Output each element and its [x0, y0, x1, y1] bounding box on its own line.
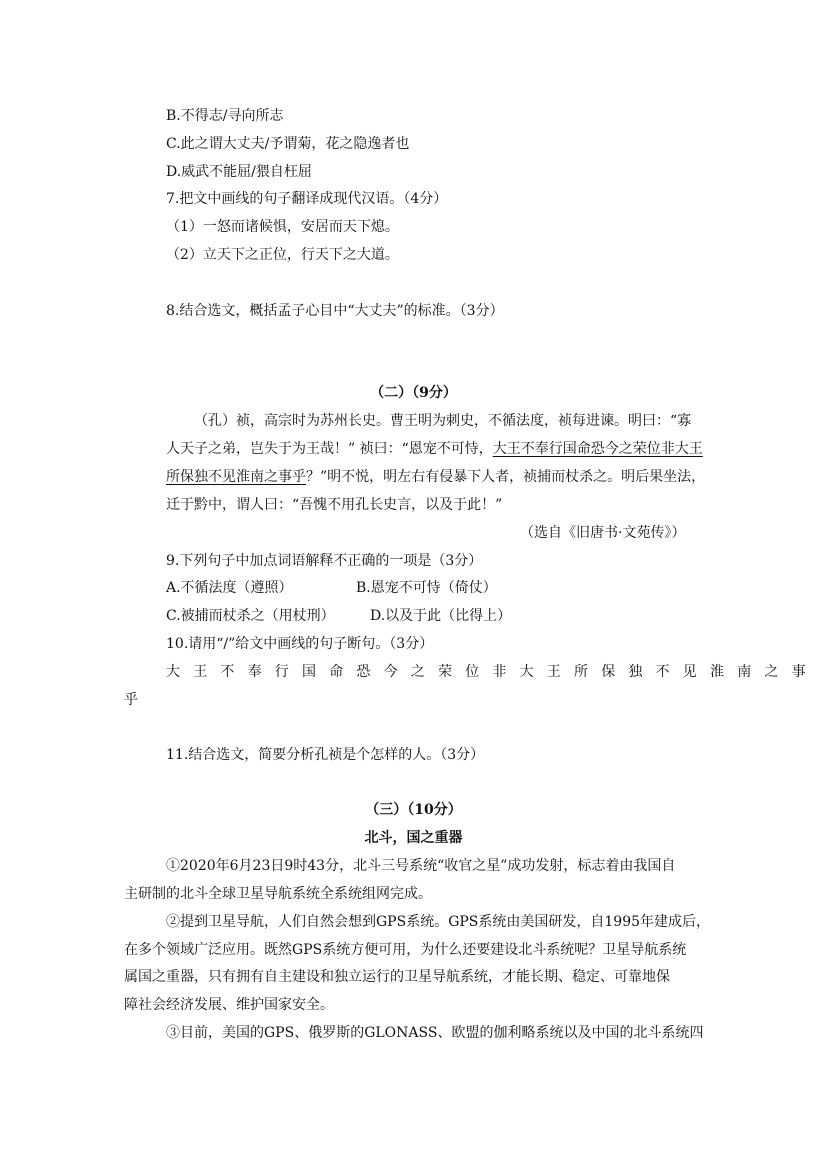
question-11: 11.结合选文，简要分析孔祯是个怎样的人。（3分）	[166, 747, 485, 763]
article-paragraph-3-line-1: ③目前，美国的GPS、俄罗斯的GLONASS、欧盟的伽利略系统以及中国的北斗系统四	[166, 1025, 704, 1041]
article-paragraph-2-line-4: 障社会经济发展、维护国家安全。	[124, 997, 334, 1013]
question-9: 9.下列句子中加点词语解释不正确的一项是（3分）	[166, 553, 483, 569]
section-3-heading: （三）（10分）	[365, 802, 462, 818]
option-d: D.威武不能屈/猥自枉屈	[166, 164, 312, 180]
question-9-option-d: D.以及于此（比得上）	[370, 608, 512, 624]
passage-line-3	[166, 468, 705, 486]
question-10-sentence-line-2: 乎	[124, 692, 138, 708]
underlined-sentence-part-2: 所保独不见淮南之事乎	[166, 469, 306, 485]
passage-line-2	[166, 440, 703, 458]
option-b: B.不得志/寻向所志	[166, 108, 284, 124]
passage-source: （选自《旧唐书·文苑传》）	[520, 525, 686, 541]
question-9-option-c: C.被捕而杖杀之（用杖刑）	[166, 608, 335, 624]
question-7: 7.把文中画线的句子翻译成现代汉语。（4分）	[166, 191, 448, 207]
question-10-sentence-line-1: 大王不奉行国命恐今之荣位非大王所保独不见淮南之事	[166, 664, 819, 680]
article-paragraph-2-line-3: 属国之重器，只有拥有自主建设和独立运行的卫星导航系统，才能长期、稳定、可靠地保	[124, 969, 670, 985]
article-paragraph-1-line-2: 主研制的北斗全球卫星导航系统全系统组网完成。	[124, 886, 432, 902]
question-7-item-2: （2）立天下之正位，行天下之大道。	[166, 247, 399, 263]
question-10: 10.请用“/”给文中画线的句子断句。（3分）	[166, 636, 434, 652]
passage-line-4: 迁于黔中，谓人曰：“吾愧不用孔长史言，以及于此！”	[166, 497, 503, 513]
question-9-option-b: B.恩宠不可恃（倚仗）	[356, 580, 497, 596]
question-8: 8.结合选文，概括孟子心目中“大丈夫”的标准。（3分）	[166, 303, 504, 319]
question-9-option-a: A.不循法度（遵照）	[166, 580, 293, 596]
article-paragraph-2-line-2: 在多个领域广泛应用。既然GPS系统方便可用，为什么还要建设北斗系统呢？卫星导航系统	[124, 942, 687, 958]
question-7-item-1: （1）一怒而诸候惧，安居而天下熄。	[166, 219, 399, 235]
article-paragraph-1-line-1: ①2020年6月23日9时43分，北斗三号系统“收官之星”成功发射，标志着由我国自	[166, 858, 676, 874]
section-2-heading: （二）（9分）	[370, 385, 457, 401]
passage-line-3-text: ？”明不悦，明左右有侵暴下人者，祯捕而杖杀之。明后果坐法，	[306, 469, 706, 485]
article-paragraph-2-line-1: ②提到卫星导航，人们自然会想到GPS系统。GPS系统由美国研发，自1995年建成后，	[166, 914, 711, 930]
passage-line-2-text: 人天子之弟，岂失于为王哉！” 祯曰：“恩宠不可恃，	[166, 441, 493, 457]
article-title: 北斗，国之重器	[364, 830, 463, 846]
underlined-sentence-part-1: 大王不奉行国命恐今之荣位非大王	[492, 441, 703, 457]
option-c: C.此之谓大丈夫/予谓菊，花之隐逸者也	[166, 136, 410, 152]
passage-line-1: （孔）祯，高宗时为苏州长史。曹王明为刺史，不循法度，祯每进谏。明曰：“寡	[194, 413, 692, 429]
